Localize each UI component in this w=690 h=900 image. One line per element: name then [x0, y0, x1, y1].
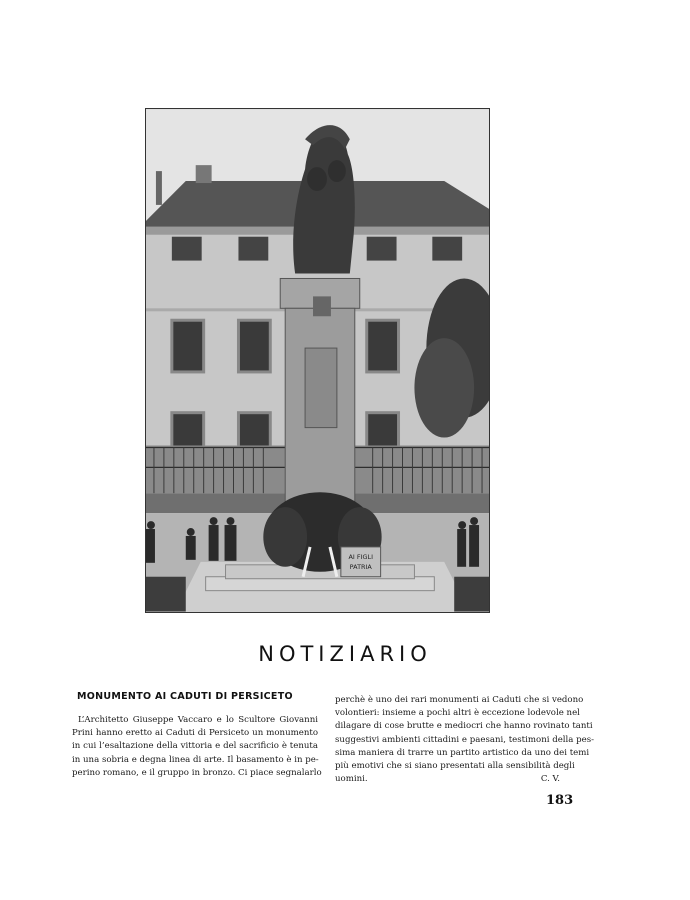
- article-title: MONUMENTO AI CADUTI DI PERSICETO: [77, 691, 293, 702]
- paragraph-line: sima maniera di trarre un partito artistico da uno dei temi: [335, 747, 590, 758]
- paragraph-line: in una sobria e degna linea di arte. Il basamento è in pe-: [72, 754, 319, 765]
- paragraph-line: perino romano, e il gruppo in bronzo. Ci piace segnalarlo: [72, 767, 322, 778]
- closing-line: [335, 773, 560, 786]
- paragraph-line: Prini hanno eretto ai Caduti di Persiceto un monumento: [72, 728, 318, 739]
- paragraph-line: in cui l’esaltazione della vittoria e del sacrificio è tenuta: [72, 741, 318, 752]
- closing-word: uomini.: [335, 774, 368, 785]
- paragraph-line: suggestivi ambienti cittadini e paesani, testimoni della pes-: [335, 734, 595, 745]
- paragraph-line: più emotivi che si siano presentati alla sensibilità degli: [335, 761, 575, 772]
- monument-photo-illustration: [146, 109, 489, 612]
- article-column-right: [335, 694, 595, 786]
- plaque-line-2: PATRIA: [349, 562, 372, 571]
- paragraph-line: L’Architetto Giuseppe Vaccaro e lo Scultore Giovanni: [78, 715, 318, 725]
- section-title: NOTIZIARIO: [258, 642, 432, 666]
- article-column-left: [72, 714, 322, 780]
- monument-photo: [145, 108, 490, 613]
- author-signature: C. V.: [540, 774, 560, 785]
- page-number: 183: [546, 793, 574, 808]
- paragraph-line: volontieri: insieme a pochi altri è eccezione lodevole nel: [335, 708, 580, 719]
- paragraph-line: dilagare di cose brutte e mediocri che hanno rovinato tanti: [335, 721, 593, 732]
- paragraph-line: perchè è uno dei rari monumenti ai Caduti che si vedono: [335, 695, 584, 705]
- plaque-line-1: AI FIGLI: [348, 552, 373, 561]
